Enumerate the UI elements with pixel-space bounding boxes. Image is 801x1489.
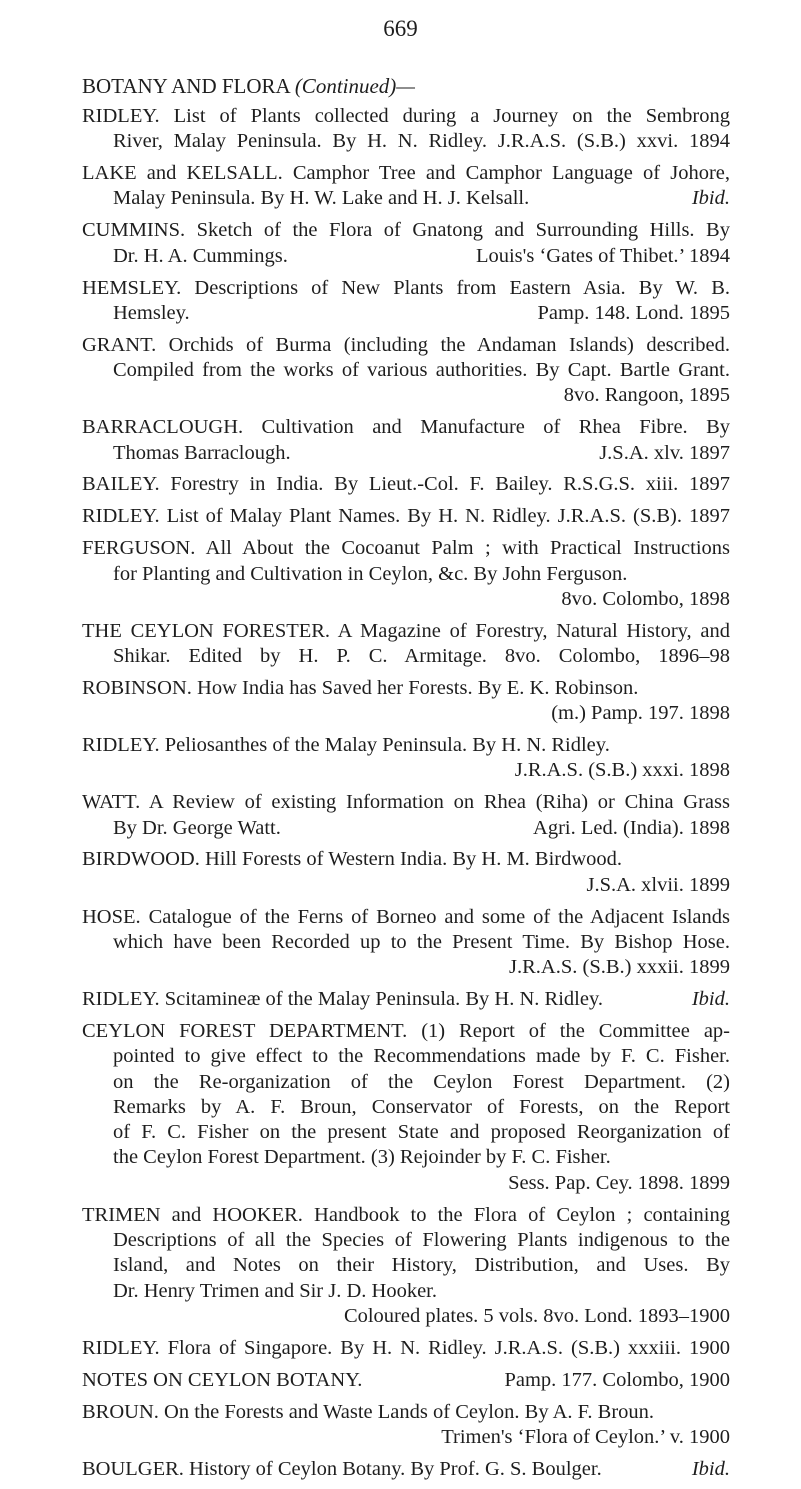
entry-line xyxy=(82,301,730,326)
entry-text: of F. C. Fisher on the present State and proposed Reorganization of xyxy=(113,1121,730,1144)
entry-text: CUMMINS. Sketch of the Flora of Gnatong and Surrounding Hills. By xyxy=(82,219,730,242)
entry-line xyxy=(82,1171,730,1196)
entry-text: 8vo. Rangoon, 1895 xyxy=(563,384,730,407)
entry-text: FERGUSON. All About the Cocoanut Palm ; with Practical Instructions xyxy=(82,537,730,560)
entry-text: which have been Recorded up to the Present Time. By Bishop Hose. xyxy=(113,930,730,953)
section-heading-continued: (Continued)— xyxy=(294,74,415,98)
entry-text: BAILEY. Forestry in India. By Lieut.-Col. F. Bailey. R.S.G.S. xiii. 1897 xyxy=(82,473,730,496)
entry-text: BIRDWOOD. Hill Forests of Western India. By H. M. Birdwood. xyxy=(82,848,623,871)
bibliography-entry xyxy=(82,733,730,784)
entry-line xyxy=(82,987,730,1012)
entry-line xyxy=(82,905,730,930)
entry-text: Sess. Pap. Cey. 1898. 1899 xyxy=(508,1171,730,1194)
bibliography-entry xyxy=(82,333,730,409)
entry-text: HOSE. Catalogue of the Ferns of Borneo and some of the Adjacent Islands xyxy=(82,905,730,928)
bibliography-entry xyxy=(82,1400,730,1451)
entry-text: WATT. A Review of existing Information on Rhea (Riha) or China Grass xyxy=(82,791,730,814)
bibliography-entry xyxy=(82,676,730,727)
entry-line xyxy=(82,161,730,186)
entry-line xyxy=(82,758,730,783)
entry-text: (m.) Pamp. 197. 1898 xyxy=(551,702,730,725)
entry-text: RIDLEY. List of Malay Plant Names. By H. N. Ridley. J.R.A.S. (S.B). 1897 xyxy=(82,505,730,528)
entry-line xyxy=(82,701,730,726)
entry-line xyxy=(82,644,730,669)
entry-text: Malay Peninsula. By H. W. Lake and H. J. Kelsall. xyxy=(113,187,530,210)
entry-line xyxy=(82,1279,730,1304)
entry-line xyxy=(82,930,730,955)
entry-line xyxy=(82,333,730,358)
entry-line xyxy=(82,504,730,529)
bibliography-entry xyxy=(82,415,730,466)
entry-text: BROUN. On the Forests and Waste Lands of Ceylon. By A. F. Broun. xyxy=(82,1400,655,1423)
entry-text: GRANT. Orchids of Burma (including the Andaman Islands) described. xyxy=(82,333,730,356)
entry-text: Descriptions of all the Species of Flowering Plants indigenous to the xyxy=(113,1228,730,1251)
entry-text: on the Re-organization of the Ceylon Forest Department. (2) xyxy=(113,1070,730,1093)
bibliography-entry xyxy=(82,161,730,212)
entry-line xyxy=(82,129,730,154)
bibliography-entry xyxy=(82,1368,730,1393)
entry-line xyxy=(82,1019,730,1044)
entry-text: Shikar. Edited by H. P. C. Armitage. 8vo. Colombo, 1896–98 xyxy=(113,644,730,667)
entry-text: CEYLON FOREST DEPARTMENT. (1) Report of the Committee ap- xyxy=(82,1020,730,1042)
bibliography-entry xyxy=(82,905,730,981)
entry-line xyxy=(82,104,730,129)
entry-line xyxy=(82,186,730,211)
bibliography-entry xyxy=(82,472,730,497)
entry-citation: Ibid. xyxy=(691,988,730,1011)
entry-line xyxy=(82,1145,730,1170)
entry-text: J.R.A.S. (S.B.) xxxi. 1898 xyxy=(514,759,730,782)
entry-text: 8vo. Colombo, 1898 xyxy=(561,587,730,610)
entry-text: By Dr. George Watt. xyxy=(113,816,281,839)
bibliography-entry xyxy=(82,619,730,670)
entry-line xyxy=(82,1336,730,1361)
bibliography-entry xyxy=(82,847,730,898)
entry-line xyxy=(82,1368,730,1393)
entry-line xyxy=(82,873,730,898)
entry-line xyxy=(82,1253,730,1278)
bibliography-entry xyxy=(82,1336,730,1361)
bibliography-list xyxy=(82,104,730,1489)
entry-text: Coloured plates. 5 vols. 8vo. Lond. 1893–1900 xyxy=(343,1304,730,1327)
bibliography-entry xyxy=(82,987,730,1012)
entry-citation: Pamp. 177. Colombo, 1900 xyxy=(504,1368,730,1391)
entry-text: THE CEYLON FORESTER. A Magazine of Forestry, Natural History, and xyxy=(82,619,730,642)
entry-text: RIDLEY. Flora of Singapore. By H. N. Ridley. J.R.A.S. (S.B.) xxxiii. 1900 xyxy=(82,1336,730,1359)
entry-text: BARRACLOUGH. Cultivation and Manufacture of Rhea Fibre. By xyxy=(82,416,730,439)
entry-text: NOTES ON CEYLON BOTANY. xyxy=(82,1368,363,1391)
entry-text: BOULGER. History of Ceylon Botany. By Prof. G. S. Boulger. xyxy=(82,1457,602,1480)
entry-line xyxy=(82,1044,730,1069)
entry-text: Island, and Notes on their History, Distribution, and Uses. By xyxy=(113,1254,730,1277)
entry-text: RIDLEY. Peliosanthes of the Malay Peninsula. By H. N. Ridley. xyxy=(82,734,610,757)
section-heading-title: BOTANY AND FLORA xyxy=(82,74,290,98)
entry-text: TRIMEN and HOOKER. Handbook to the Flora of Ceylon ; containing xyxy=(82,1203,730,1226)
bibliography-entry xyxy=(82,504,730,529)
entry-text: HEMSLEY. Descriptions of New Plants from Eastern Asia. By W. B. xyxy=(82,276,730,299)
entry-citation: J.S.A. xlv. 1897 xyxy=(599,441,730,464)
entry-line xyxy=(82,1120,730,1145)
entry-line xyxy=(82,536,730,561)
entry-text: RIDLEY. Scitamineæ of the Malay Peninsula. By H. N. Ridley. xyxy=(82,988,603,1011)
section-heading xyxy=(82,74,415,99)
entry-line xyxy=(82,676,730,701)
entry-text: Hemsley. xyxy=(113,301,190,324)
entry-line xyxy=(82,816,730,841)
entry-text: LAKE and KELSALL. Camphor Tree and Camphor Language of Johore, xyxy=(82,162,730,185)
entry-citation: Ibid. xyxy=(691,187,730,210)
entry-text: pointed to give effect to the Recommendations made by F. C. Fisher. xyxy=(113,1045,730,1068)
entry-citation: Ibid. xyxy=(691,1457,730,1480)
entry-text: RIDLEY. List of Plants collected during a Journey on the Sembrong xyxy=(82,105,730,127)
entry-text: for Planting and Cultivation in Ceylon, &c. By John Ferguson. xyxy=(113,562,628,585)
bibliography-entry xyxy=(82,790,730,841)
entry-text: ROBINSON. How India has Saved her Forests. By E. K. Robinson. xyxy=(82,676,639,699)
entry-line xyxy=(82,1400,730,1425)
bibliography-entry xyxy=(82,1019,730,1196)
entry-text: J.R.A.S. (S.B.) xxxii. 1899 xyxy=(509,956,730,979)
entry-text: J.S.A. xlvii. 1899 xyxy=(586,873,730,896)
page-number: 669 xyxy=(383,16,418,41)
entry-citation: Louis's ‘Gates of Thibet.’ 1894 xyxy=(475,244,730,267)
entry-line xyxy=(82,415,730,440)
entry-line xyxy=(82,562,730,587)
entry-line xyxy=(82,1425,730,1450)
entry-citation: Agri. Led. (India). 1898 xyxy=(533,816,730,839)
entry-line xyxy=(82,619,730,644)
entry-text: the Ceylon Forest Department. (3) Rejoinder by F. C. Fisher. xyxy=(113,1146,611,1169)
bibliography-entry xyxy=(82,276,730,327)
bibliography-entry xyxy=(82,218,730,269)
entry-line xyxy=(82,244,730,269)
entry-text: Trimen's ‘Flora of Ceylon.’ v. 1900 xyxy=(441,1425,730,1448)
entry-line xyxy=(82,790,730,815)
entry-line xyxy=(82,1304,730,1329)
entry-text: Thomas Barraclough. xyxy=(113,441,291,464)
entry-text: Remarks by A. F. Broun, Conservator of Forests, on the Report xyxy=(113,1095,730,1118)
entry-line xyxy=(82,383,730,408)
entry-line xyxy=(82,441,730,466)
bibliography-entry xyxy=(82,1457,730,1482)
entry-line xyxy=(82,955,730,980)
entry-line xyxy=(82,218,730,243)
entry-line xyxy=(82,1095,730,1120)
entry-text: Dr. H. A. Cummings. xyxy=(113,244,288,267)
entry-line xyxy=(82,1228,730,1253)
entry-line xyxy=(82,1203,730,1228)
entry-line xyxy=(82,1070,730,1095)
entry-line xyxy=(82,472,730,497)
bibliography-entry xyxy=(82,1203,730,1329)
entry-line xyxy=(82,1457,730,1482)
entry-line xyxy=(82,587,730,612)
entry-text: Compiled from the works of various authorities. By Capt. Bartle Grant. xyxy=(113,359,730,382)
entry-text: River, Malay Peninsula. By H. N. Ridley. J.R.A.S. (S.B.) xxvi. 1894 xyxy=(113,130,730,153)
entry-line xyxy=(82,847,730,872)
entry-line xyxy=(82,276,730,301)
bibliography-entry xyxy=(82,536,730,612)
entry-line xyxy=(82,358,730,383)
entry-line xyxy=(82,733,730,758)
entry-text: Dr. Henry Trimen and Sir J. D. Hooker. xyxy=(113,1279,438,1302)
entry-citation: Pamp. 148. Lond. 1895 xyxy=(537,301,730,324)
bibliography-entry xyxy=(82,104,730,155)
